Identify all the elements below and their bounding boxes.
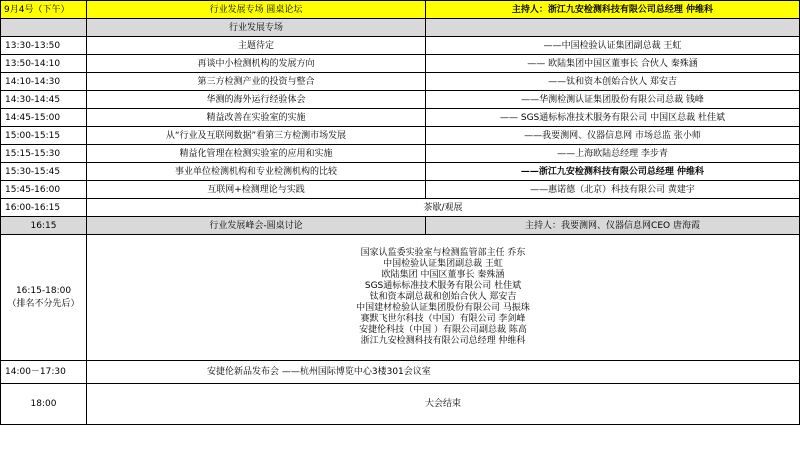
section1-empty [1, 19, 87, 37]
panel-member: 中国建材检验认证集团股份有限公司 马振珠 [356, 303, 530, 313]
talk-speaker: ——我要测网、仪器信息网 市场总监 张小师 [426, 127, 800, 145]
panel-time-cell [1, 235, 87, 361]
panel-note: （排名不分先后） [7, 298, 80, 309]
talk-time: 14:10-14:30 [1, 73, 87, 91]
header-session: 行业发展专场 圆桌论坛 [87, 1, 426, 19]
panel-members [87, 235, 800, 361]
talk-topic: 从“行业及互联网数据”看第三方检测市场发展 [87, 127, 426, 145]
break-time: 16:00-16:15 [1, 199, 87, 217]
launch-label: 安捷伦新品发布会 ——杭州国际博览中心3楼301会议室 [87, 361, 800, 384]
launch-row [1, 361, 800, 384]
talk-speaker: ——华测检测认证集团股份有限公司总裁 钱峰 [426, 91, 800, 109]
table-row [1, 127, 800, 145]
talk-topic: 华测的海外运行经验体会 [87, 91, 426, 109]
section1-empty-right [426, 19, 800, 37]
table-row [1, 109, 800, 127]
table-row [1, 145, 800, 163]
break-row [1, 199, 800, 217]
talk-time: 15:00-15:15 [1, 127, 87, 145]
talk-time: 14:45-15:00 [1, 109, 87, 127]
talk-time: 14:30-14:45 [1, 91, 87, 109]
talk-topic: 事业单位检测机构和专业检测机构的比较 [87, 163, 426, 181]
break-label: 茶歇/观展 [87, 199, 800, 217]
talk-speaker: ——中国检验认证集团副总裁 王虹 [426, 37, 800, 55]
talk-speaker: —— 欧陆集团中国区董事长 合伙人 秦殊涵 [426, 55, 800, 73]
panel-member: 钛和资本副总裁和创始合伙人 郑安吉 [369, 292, 517, 302]
header-row [1, 1, 800, 19]
closing-row [1, 384, 800, 425]
panel-member: 欧陆集团 中国区董事长 秦殊涵 [381, 270, 505, 280]
panel-member: SGS通标标准技术服务有限公司 杜佳斌 [364, 281, 522, 291]
section2-row [1, 217, 800, 235]
panel-time: 16:15-18:00 [15, 285, 72, 296]
panel-member: 国家认监委实验室与检测监管部主任 乔东 [360, 248, 526, 258]
table-row [1, 91, 800, 109]
closing-time: 18:00 [1, 384, 87, 425]
header-date: 9月4号（下午） [1, 1, 87, 19]
section1-row [1, 19, 800, 37]
panel-row [1, 235, 800, 361]
talk-time: 15:45-16:00 [1, 181, 87, 199]
talk-topic: 互联网+检测理论与实践 [87, 181, 426, 199]
talk-topic: 主题待定 [87, 37, 426, 55]
talk-topic: 精益改善在实验室的实施 [87, 109, 426, 127]
section2-title: 行业发展峰会-圆桌讨论 [87, 217, 426, 235]
section1-title: 行业发展专场 [87, 19, 426, 37]
talk-topic: 精益化管理在检测实验室的应用和实施 [87, 145, 426, 163]
talk-speaker: ——浙江九安检测科技有限公司总经理 仲维科 [426, 163, 800, 181]
talk-topic: 再谈中小检测机构的发展方向 [87, 55, 426, 73]
section2-host: 主持人：我要测网、仪器信息网CEO 唐海霞 [426, 217, 800, 235]
talk-time: 15:15-15:30 [1, 145, 87, 163]
table-row [1, 163, 800, 181]
panel-member: 浙江九安检测科技有限公司总经理 仲维科 [360, 336, 526, 346]
section2-time: 16:15 [1, 217, 87, 235]
talk-topic: 第三方检测产业的投资与整合 [87, 73, 426, 91]
table-row [1, 55, 800, 73]
talk-time: 13:30-13:50 [1, 37, 87, 55]
talk-speaker: ——惠诺德（北京）科技有限公司 黄建宇 [426, 181, 800, 199]
talk-time: 15:30-15:45 [1, 163, 87, 181]
table-row [1, 73, 800, 91]
talk-speaker: —— SGS通标标准技术服务有限公司 中国区总裁 杜佳斌 [426, 109, 800, 127]
table-row [1, 181, 800, 199]
panel-member: 中国检验认证集团副总裁 王虹 [383, 259, 503, 269]
talk-speaker: ——钛和资本创始合伙人 郑安吉 [426, 73, 800, 91]
launch-time: 14:00－17:30 [1, 361, 87, 384]
closing-label: 大会结束 [87, 384, 800, 425]
panel-member: 安捷伦科技（中国 ）有限公司副总裁 陈高 [359, 325, 527, 335]
header-host: 主持人：浙江九安检测科技有限公司总经理 仲维科 [426, 1, 800, 19]
talk-speaker: ——上海欧陆总经理 李步青 [426, 145, 800, 163]
panel-member: 赛默飞世尔科技（中国）有限公司 李剑峰 [360, 314, 526, 324]
talk-time: 13:50-14:10 [1, 55, 87, 73]
table-row [1, 37, 800, 55]
